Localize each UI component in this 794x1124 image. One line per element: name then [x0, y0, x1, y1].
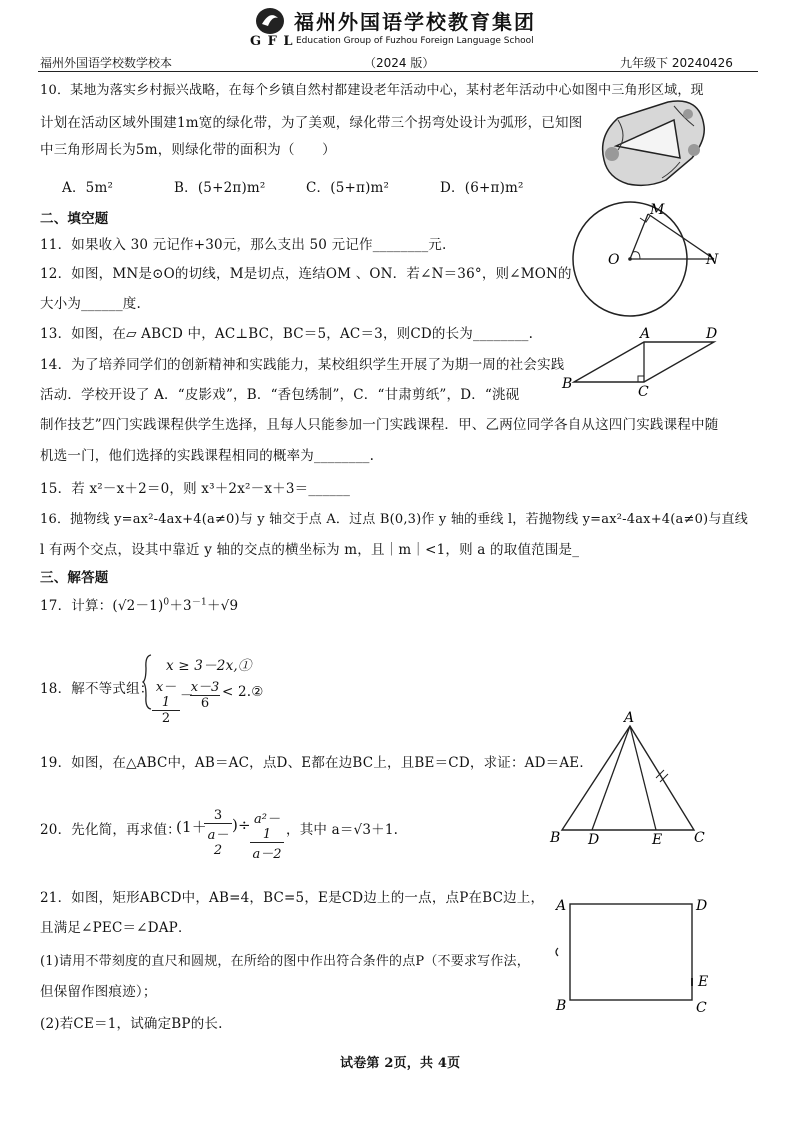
q20-prefix: 20．先化简，再求值： — [40, 822, 181, 838]
school-name-cn: 福州外国语学校教育集团 — [294, 10, 536, 34]
header-center-text: （2024 版） — [364, 56, 435, 70]
q14-line3: 制作技艺”四门实践课程供学生选择，且每人只能参加一门实践课程．甲、乙两位同学各自从这四门实践课程中随 — [40, 417, 719, 433]
q20-frac2 — [250, 808, 284, 862]
q13-label-d: D — [706, 326, 718, 342]
school-abbr: G F L — [250, 34, 294, 49]
q20-frac2-num: a²－1 — [250, 808, 284, 843]
q10-line1: 10．某地为落实乡村振兴战略，在每个乡镇自然村都建设老年活动中心，某村老年活动中心如图中三角形区域，现 — [40, 83, 704, 98]
q21-line3: (1)请用不带刻度的直尺和圆规，在所给的图中作出符合条件的点P（不要求写作法， — [40, 954, 530, 969]
q20-open: (1＋ — [176, 818, 207, 836]
q21-label-d: D — [696, 898, 708, 914]
q20-close: )÷ — [232, 816, 251, 834]
header-right-text: 九年级下 20240426 — [620, 56, 733, 70]
q18-frac1-num: x－1 — [152, 676, 180, 711]
q18-tail: < 2.② — [222, 684, 264, 700]
header-logo — [254, 6, 286, 36]
q12-circle-figure — [566, 200, 726, 330]
q17 — [40, 594, 238, 614]
q13: 13．如图，在▱ ABCD 中，AC⊥BC，BC＝5，AC＝3，则CD的长为________. — [40, 326, 534, 342]
q12-line2: 大小为______度. — [40, 296, 141, 312]
q21-line2: 且满足∠PEC＝∠DAP． — [40, 920, 192, 936]
q17-expr-a: (√2－1) — [112, 598, 164, 614]
q21-label-c: C — [696, 1000, 707, 1016]
q13-label-c: C — [638, 384, 649, 398]
header-rule — [38, 71, 758, 72]
q19-triangle-figure — [544, 708, 714, 848]
q21-rectangle-figure — [526, 890, 726, 1020]
q10-greenbelt-figure — [588, 96, 718, 188]
q14-line1: 14．为了培养同学们的创新精神和实践能力，某校组织学生开展了为期一周的社会实践 — [40, 357, 565, 373]
q12-label-m: M — [650, 202, 665, 218]
section-2-title: 二、填空题 — [40, 211, 109, 227]
q19-label-d: D — [588, 832, 600, 848]
header-left-text: 福州外国语学校数学校本 — [40, 56, 173, 70]
q18-frac1-den: 2 — [161, 711, 171, 726]
q19-label-a: A — [624, 710, 635, 726]
q13-label-b: B — [562, 376, 573, 392]
q14-line4: 机选一门，他们选择的实践课程相同的概率为________. — [40, 448, 375, 464]
q21-label-e: E — [698, 974, 709, 990]
q12-line1: 12．如图，MN是⊙O的切线，M是切点，连结OM 、ON．若∠N＝36°，则∠MON的 — [40, 266, 572, 282]
q18-prefix: 18．解不等式组： — [40, 681, 154, 697]
q11: 11．如果收入 30 元记作+30元，那么支出 50 元记作________元. — [40, 237, 447, 253]
q10-option-b: B．(5+2π)m² — [174, 180, 266, 196]
q20-frac1-den: a－2 — [207, 828, 229, 858]
q20-tail: ，其中 a＝√3＋1. — [286, 822, 399, 838]
q13-parallelogram-figure — [556, 326, 736, 398]
q16-line1: 16．抛物线 y=ax²-4ax+4(a≠0)与 y 轴交于点 A．过点 B(0,3)作 y 轴的垂线 l，若抛物线 y=ax²-4ax+4(a≠0)与直线 — [40, 512, 748, 527]
q10-option-d: D．(6+π)m² — [440, 180, 524, 196]
q16-line2: l 有两个交点，设其中靠近 y 轴的交点的横坐标为 m，且｜m｜<1，则 a 的取值范围是_ — [40, 542, 580, 558]
q10-line3: 中三角形周长为5m，则绿化带的面积为（ ） — [40, 142, 336, 158]
q18-frac2 — [190, 676, 220, 711]
q13-label-a: A — [640, 326, 651, 342]
q10-option-c: C．(5+π)m² — [306, 180, 390, 196]
q15: 15．若 x²－x＋2＝0，则 x³＋2x²－x＋3＝______ — [40, 481, 351, 497]
q21-label-b: B — [556, 998, 567, 1014]
q14-line2: 活动．学校开设了 A．“皮影戏”，B．“香包绣制”，C．“甘肃剪纸”，D．“洮砚 — [40, 387, 520, 403]
q17-expr-c: ＋√9 — [206, 598, 239, 614]
q20-frac1-num: 3 — [204, 808, 232, 824]
section-3-title: 三、解答题 — [40, 570, 109, 586]
q12-label-o: O — [608, 252, 620, 268]
q18-minus: － — [180, 688, 194, 704]
q18-ineq1: x ≥ 3－2x,① — [166, 658, 252, 674]
q21-label-a: A — [556, 898, 567, 914]
q10-option-a: A．5m² — [62, 180, 114, 196]
q18-brace — [142, 654, 152, 710]
q17-exp0: 0 — [163, 597, 170, 608]
q18-frac2-num: x－3 — [190, 676, 220, 696]
school-emblem-icon — [254, 6, 286, 36]
q19: 19．如图，在△ABC中，AB＝AC，点D、E都在边BC上，且BE＝CD，求证：AD＝AE． — [40, 755, 594, 771]
q10-line2: 计划在活动区域外围建1m宽的绿化带，为了美观，绿化带三个拐弯处设计为弧形，已知图 — [40, 115, 583, 131]
q18-frac2-den: 6 — [200, 696, 210, 711]
q17-prefix: 17．计算： — [40, 598, 113, 614]
q21-line4: 但保留作图痕迹）； — [40, 984, 157, 1000]
q18-frac1 — [152, 676, 180, 726]
q17-exp-neg1: －1 — [191, 597, 207, 608]
q20-frac1 — [204, 808, 232, 858]
school-name-en: Education Group of Fuzhou Foreign Language School — [296, 36, 534, 46]
page-footer: 试卷第 2页，共 4页 — [340, 1056, 461, 1071]
q12-label-n: N — [706, 252, 719, 268]
q19-label-b: B — [550, 830, 561, 846]
q17-expr-b: ＋3 — [169, 598, 192, 614]
q19-label-c: C — [694, 830, 705, 846]
q21-line5: (2)若CE＝1，试确定BP的长. — [40, 1016, 223, 1032]
q19-label-e: E — [652, 832, 663, 848]
q21-line1: 21．如图，矩形ABCD中，AB=4，BC=5，E是CD边上的一点，点P在BC边上， — [40, 890, 545, 906]
q20-frac2-den: a－2 — [252, 847, 282, 862]
